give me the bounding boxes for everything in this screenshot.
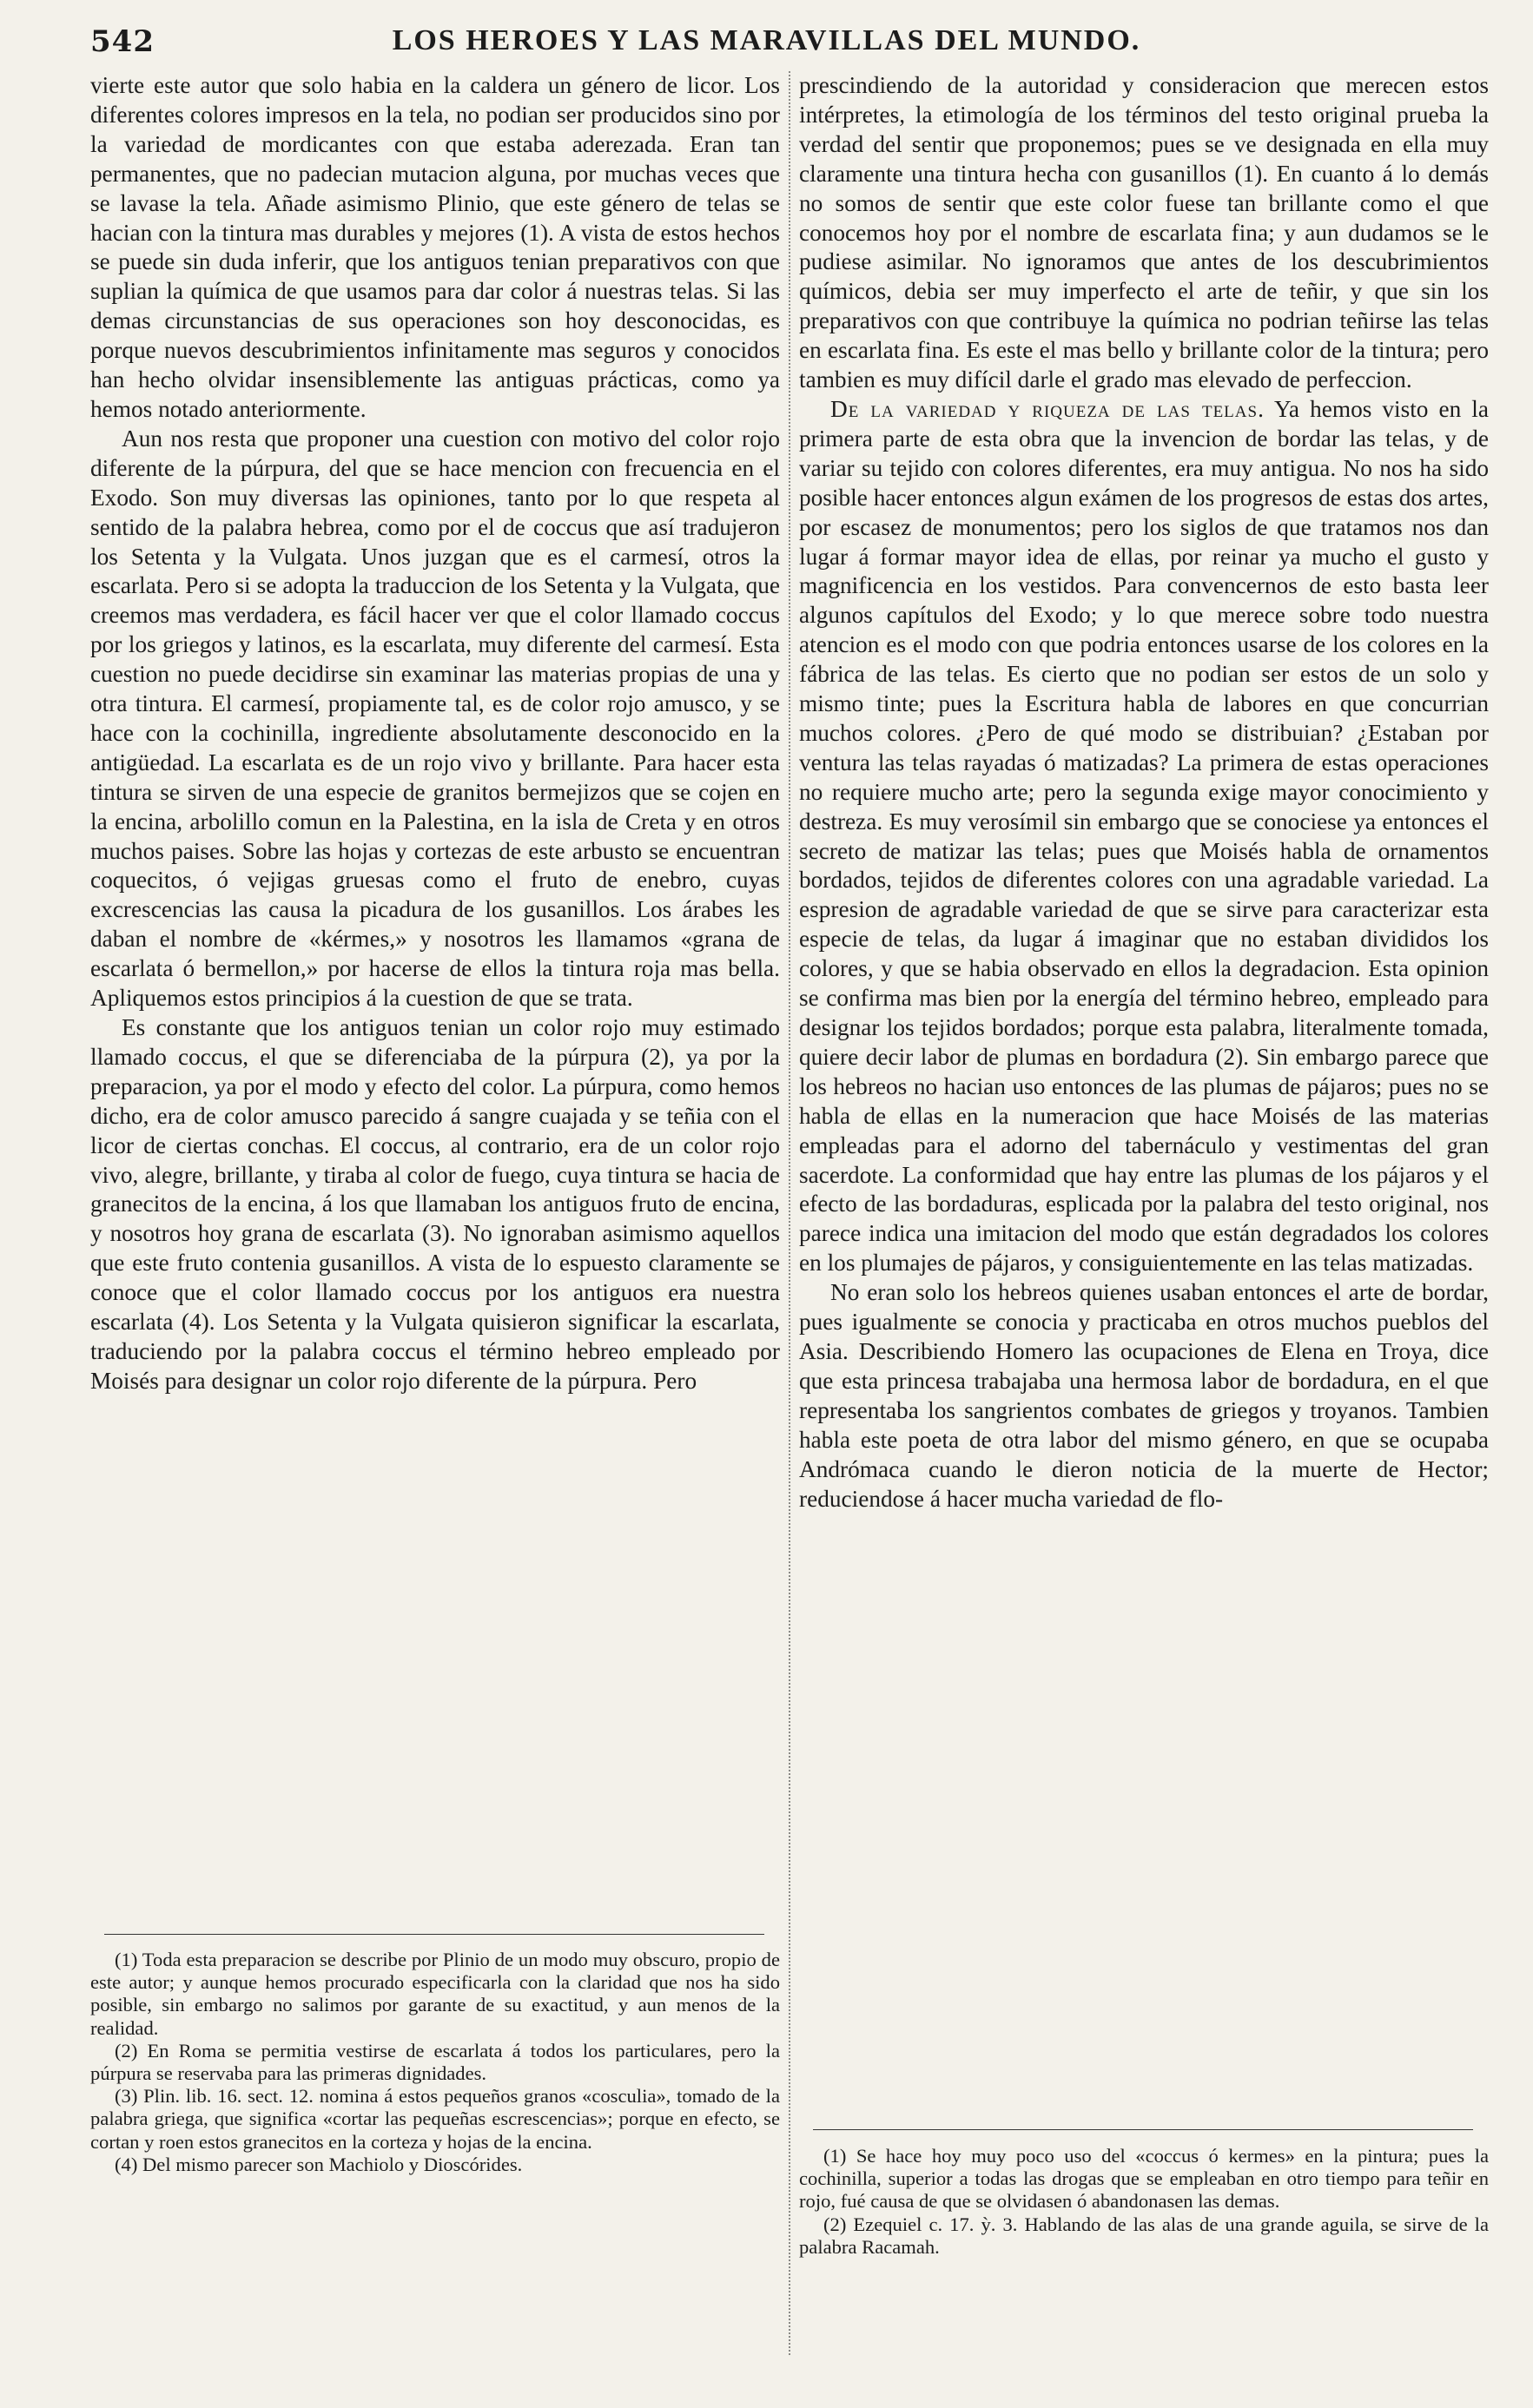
footnote-rule-left [104,1934,764,1935]
footnote-left-1: (1) Toda esta preparacion se describe por Plinio de un modo muy obscuro, propio de este autor; y aunque hemos procurado especificarla con la claridad que nos ha sido posible, sin embargo no salimos por garante de su exactitud, y aun menos de la realidad. [90,1949,780,2039]
right-paragraph-2-text: Ya hemos visto en la primera parte de esta obra que la invencion de bordar las telas, y de variar su tejido con colores diferentes, era muy antigua. No nos ha sido posible hacer entonces algun exámen de los progresos de estas dos artes, por escasez de monumentos; pero los siglos de que tratamos nos dan lugar á formar mayor idea de ellas, por reinar ya mucho el gusto y magnificencia en los vestidos. Para convencernos de esto basta leer algunos capítulos del Exodo; y lo que merece sobre todo nuestra atencion es el modo con que podria entonces usarse de los colores en la fábrica de las telas. Es cierto que no podian ser estos de un solo y mismo tinte; pues la Escritura habla de labores en que concurrian muchos colores. ¿Pero de qué modo se distribuian? ¿Estaban por ventura las telas rayadas ó matizadas? La primera de estas operaciones no requiere mucho arte; pero la segunda exige mayor conocimiento y destreza. Es muy verosímil sin embargo que se conociese ya entonces el secreto de matizar las telas; pues que Moisés habla de ornamentos bordados, tejidos de diferentes colores con una agradable variedad. La espresion de agradable variedad de que se sirve para caracterizar esta especie de telas, da lugar á imaginar que no estaban divididos los colores, y que se habia observado en ellos la degradacion. Esta opinion se confirma mas bien por la energía del término hebreo, empleado para designar los tejidos bordados; porque esta palabra, literalmente tomada, quiere decir labor de plumas en bordadura (2). Sin embargo parece que los hebreos no hacian uso entonces de las plumas de pájaros; pues no se habla de ellas en la numeracion que hace Moisés de las materias empleadas para el adorno del tabernáculo y vestimentas del gran sacerdote. La conformidad que hay entre las plumas de los pájaros y el efecto de las bordaduras, esplicada por la palabra del testo original, nos parece indica una imitacion del modo que están degradados los colores en los plumajes de pájaros, y consiguientemente en las telas matizadas. [799,395,1489,1277]
left-column [90,71,780,1396]
page-number: 542 [90,24,155,59]
footnote-left-4: (4) Del mismo parecer son Machiolo y Dioscórides. [115,2153,523,2175]
left-paragraph-2: Aun nos resta que proponer una cuestion con motivo del color rojo diferente de la púrpura, del que se hace mencion con frecuencia en el Exodo. Son muy diversas las opiniones, tanto por lo que respeta al sentido de la palabra hebrea, como por el de coccus que así tradujeron los Setenta y la Vulgata. Unos juzgan que es el carmesí, otros la escarlata. Pero si se adopta la traduccion de los Setenta y la Vulgata, que creemos mas verdadera, es fácil hacer ver que el color llamado coccus por los griegos y latinos, es la escarlata, muy diferente del carmesí. Esta cuestion no puede decidirse sin examinar las materias propias de una y otra tintura. El carmesí, propiamente tal, es de color rojo amusco, y se hace con la cochinilla, ingrediente absolutamente desconocido en la antigüedad. La escarlata es de un rojo vivo y brillante. Para hacer esta tintura se sirven de una especie de granitos bermejizos que se cojen en la encina, arbolillo comun en la Palestina, en la isla de Creta y en otros muchos paises. Sobre las hojas y cortezas de este arbusto se encuentran coquecitos, ó vejigas gruesas como el fruto de enebro, cuyas excrescencias las causa la picadura de los gusanillos. Los árabes les daban el nombre de «kérmes,» y nosotros les llamamos «grana de escarlata ó bermellon,» por hacerse de ellos la tintura roja mas bella. Apliquemos estos principios á la cuestion de que se trata. [90,425,780,1012]
footnotes-left [90,1949,780,2176]
running-head: LOS HEROES Y LAS MARAVILLAS DEL MUNDO. [392,24,1141,56]
column-divider [789,71,791,2355]
right-paragraph-1: prescindiendo de la autoridad y consideracion que merecen estos intérpretes, la etimología de los términos del testo original prueba la verdad del sentir que proponemos; pues se ve designada en ella muy claramente una tintura hecha con gusanillos (1). En cuanto á lo demás no somos de sentir que este color fuese tan brillante como el que conocemos hoy por el nombre de escarlata fina; y aun dudamos se le pudiese asimilar. No ignoramos que antes de los descubrimientos químicos, debia ser muy imperfecto el arte de teñir, y que sin los preparativos con que contribuye la química no podrian teñirse las telas en escarlata fina. Es este el mas bello y brillante color de la tintura; pero tambien es muy difícil darle el grado mas elevado de perfeccion. [799,72,1489,393]
section-heading: De la variedad y riqueza de las telas. [830,395,1265,422]
footnotes-right [799,2145,1489,2259]
right-paragraph-2 [799,395,1489,1278]
right-paragraph-3: No eran solo los hebreos quienes usaban entonces el arte de bordar, pues igualmente se conocia y practicaba en otros muchos pueblos del Asia. Describiendo Homero las ocupaciones de Elena en Troya, dice que esta princesa trabajaba una hermosa labor de bordadura, en el que representaba los sangrientos combates de griegos y troyanos. Tambien habla este poeta de otra labor del mismo género, en que se ocupaba Andrómaca cuando le dieron noticia de la muerte de Hector; reduciendose á hacer mucha variedad de flo- [799,1279,1489,1512]
left-paragraph-1: vierte este autor que solo habia en la caldera un género de licor. Los diferentes colores impresos en la tela, no podian ser producidos sino por la variedad de mordicantes con que estaba aderezada. Eran tan permanentes, que no padecian mutacion alguna, por muchas veces que se lavase la tela. Añade asimismo Plinio, que este género de telas se hacian con la tintura mas durables y mejores (1). A vista de estos hechos se puede sin duda inferir, que los antiguos tenian preparativos con que suplian la química de que usamos para dar color á nuestras telas. Si las demas circunstancias de sus operaciones son hoy desconocidas, es porque nuevos descubrimientos infinitamente mas seguros y conocidos han hecho olvidar insensiblemente las antiguas prácticas, como ya hemos notado anteriormente. [90,72,780,422]
footnote-rule-right [813,2129,1473,2130]
footnote-right-2: (2) Ezequiel c. 17. ỳ. 3. Hablando de las alas de una grande aguila, se sirve de la palabra Racamah. [799,2213,1489,2258]
right-column [799,71,1489,1514]
footnote-left-2: (2) En Roma se permitia vestirse de escarlata á todos los particulares, pero la púrpura se reservaba para las primeras dignidades. [90,2039,780,2085]
left-paragraph-3: Es constante que los antiguos tenian un color rojo muy estimado llamado coccus, el que se diferenciaba de la púrpura (2), ya por la preparacion, ya por el modo y efecto del color. La púrpura, como hemos dicho, era de color amusco parecido á sangre cuajada y se teñia con el licor de ciertas conchas. El coccus, al contrario, era de un color rojo vivo, alegre, brillante, y tiraba al color de fuego, cuya tintura se hacia de granecitos de la encina, á los que llamaban los antiguos fruto de encina, y nosotros hoy grana de escarlata (3). No ignoraban asimismo aquellos que este fruto contenia gusanillos. A vista de lo espuesto claramente se conoce que el color llamado coccus por los antiguos era nuestra escarlata (4). Los Setenta y la Vulgata quisieron significar la escarlata, traduciendo por la palabra coccus el término hebreo empleado por Moisés para designar un color rojo diferente de la púrpura. Pero [90,1014,780,1394]
footnote-left-3: (3) Plin. lib. 16. sect. 12. nomina á estos pequeños granos «cosculia», tomado de la palabra griega, que significa «cortar las pequeñas escrescencias»; porque en efecto, se cortan y roen estos granecitos en la corteza y hojas de la encina. [90,2085,780,2153]
footnote-right-1: (1) Se hace hoy muy poco uso del «coccus ó kermes» en la pintura; pues la cochinilla, superior a todas las drogas que se empleaban en otro tiempo para teñir en rojo, fué causa de que se olvidasen ó abandonasen las demas. [799,2145,1489,2213]
